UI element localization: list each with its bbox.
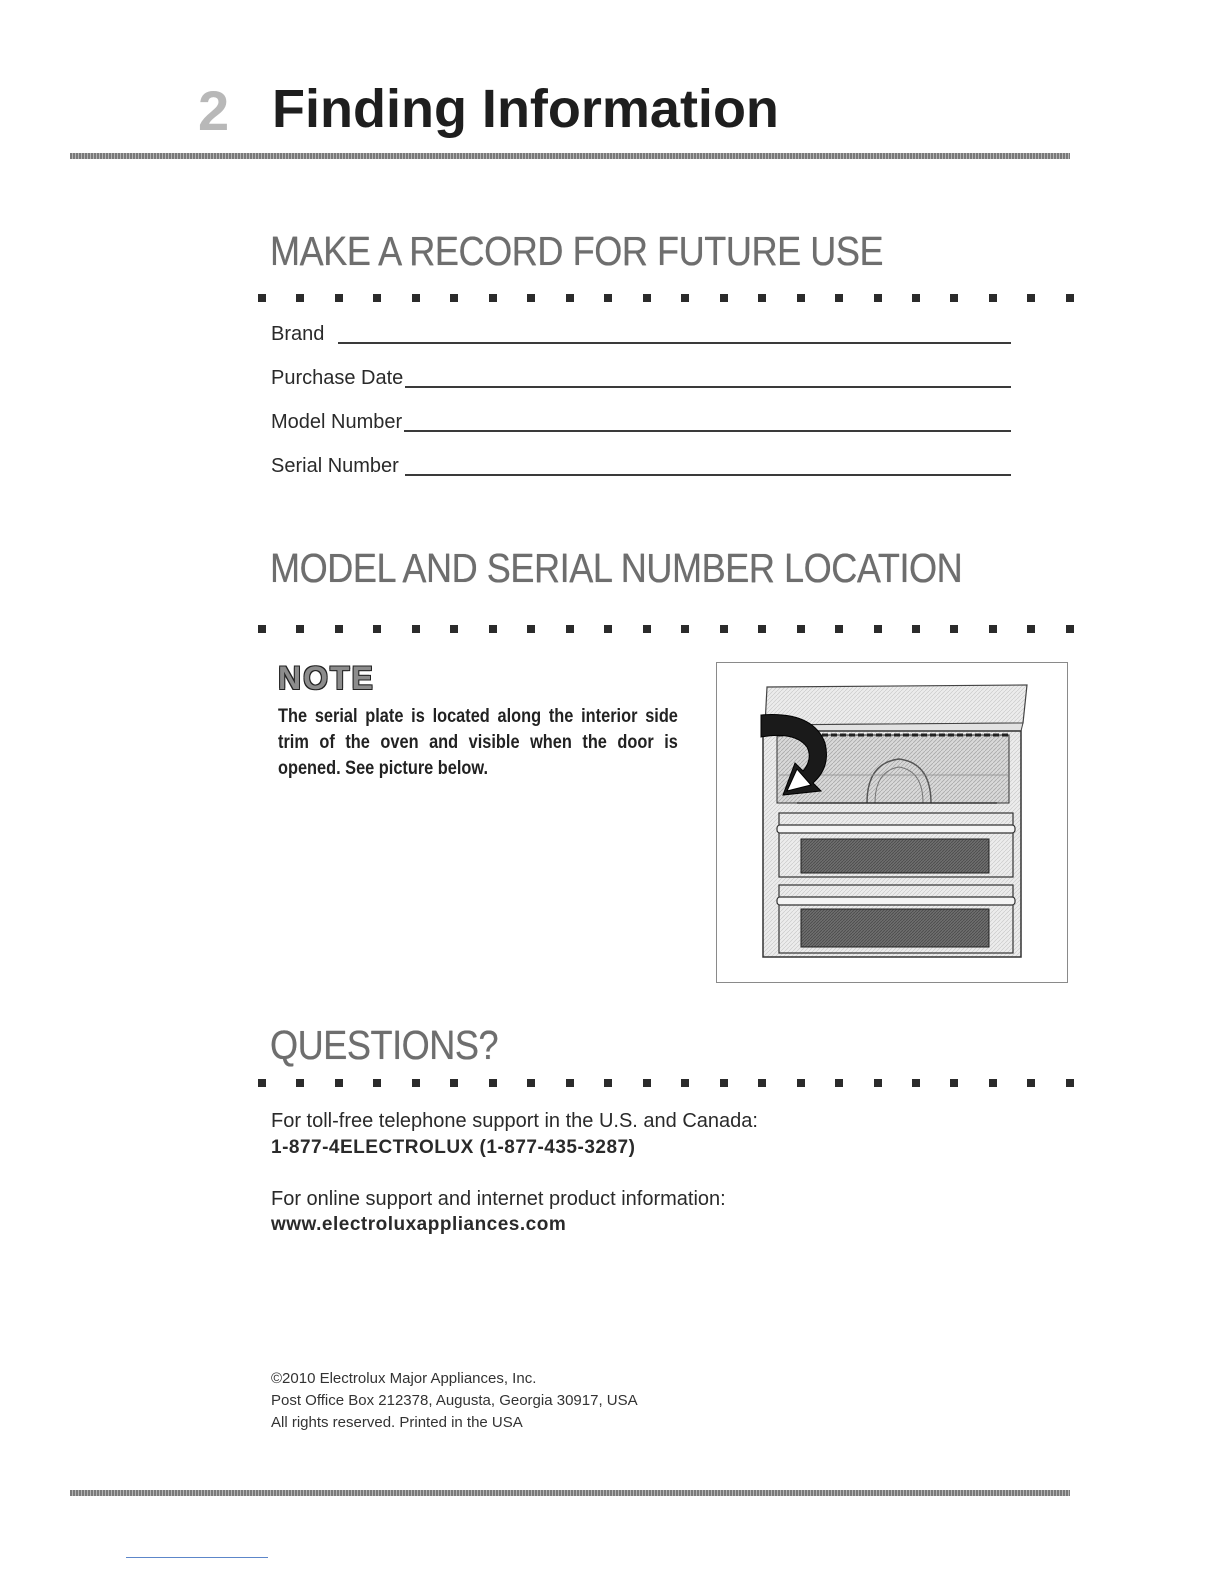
rule-dot: [450, 294, 458, 302]
rule-dot: [604, 625, 612, 633]
rule-dot: [489, 1079, 497, 1087]
rule-dot: [450, 1079, 458, 1087]
rule-dot: [950, 294, 958, 302]
website-link[interactable]: www.electroluxappliances.com: [271, 1214, 567, 1235]
rule-dot: [874, 294, 882, 302]
serial-number-label: Serial Number: [271, 455, 399, 477]
rule-dot: [912, 625, 920, 633]
rule-dot: [720, 625, 728, 633]
rule-dot: [643, 625, 651, 633]
rule-dot: [1027, 294, 1035, 302]
rule-dot: [566, 1079, 574, 1087]
rule-dot: [797, 294, 805, 302]
rule-dot: [296, 1079, 304, 1087]
rule-dot: [643, 294, 651, 302]
rule-dot: [681, 294, 689, 302]
purchase-date-field[interactable]: [271, 358, 1011, 388]
rule-dot: [950, 625, 958, 633]
rule-dot: [758, 294, 766, 302]
rule-dot: [1066, 1079, 1074, 1087]
rule-dot: [258, 625, 266, 633]
rule-dot: [912, 294, 920, 302]
rule-dot: [758, 1079, 766, 1087]
rule-dot: [1066, 625, 1074, 633]
rule-dot: [296, 625, 304, 633]
oven-illustration: [717, 663, 1067, 982]
purchase-date-label: Purchase Date: [271, 367, 404, 389]
note-title: NOTE: [278, 660, 375, 696]
rule-dot: [258, 294, 266, 302]
record-section-dotted-rule: [258, 294, 1074, 303]
rule-dot: [797, 1079, 805, 1087]
rule-dot: [758, 625, 766, 633]
rule-dot: [412, 294, 420, 302]
chapter-title: Finding Information: [272, 79, 779, 139]
rule-dot: [527, 625, 535, 633]
location-section-dotted-rule: [258, 625, 1074, 634]
bottom-divider: [70, 1490, 1070, 1496]
purchase-date-write-line[interactable]: [405, 386, 1011, 388]
rule-dot: [874, 1079, 882, 1087]
rule-dot: [489, 625, 497, 633]
rule-dot: [604, 1079, 612, 1087]
location-section-title: MODEL AND SERIAL NUMBER LOCATION: [270, 545, 963, 591]
rule-dot: [527, 294, 535, 302]
footer-underline: [126, 1557, 268, 1558]
rule-dot: [258, 1079, 266, 1087]
rule-dot: [835, 625, 843, 633]
rule-dot: [835, 1079, 843, 1087]
model-number-label: Model Number: [271, 411, 403, 433]
rule-dot: [1027, 625, 1035, 633]
rule-dot: [835, 294, 843, 302]
brand-label: Brand: [271, 323, 325, 345]
chapter-number: 2: [198, 79, 231, 142]
copyright-line: ©2010 Electrolux Major Appliances, Inc.: [271, 1370, 537, 1387]
rule-dot: [373, 625, 381, 633]
rule-dot: [1066, 294, 1074, 302]
rule-dot: [412, 1079, 420, 1087]
note-text: The serial plate is located along the interior side trim of the oven and visible when the door is opened. See picture below.: [278, 706, 678, 779]
questions-section-dotted-rule: [258, 1079, 1074, 1088]
rights-line: All rights reserved. Printed in the USA: [271, 1414, 523, 1431]
oven-serial-plate-figure: [716, 662, 1068, 983]
phone-support-intro: For toll-free telephone support in the U.S. and Canada:: [271, 1110, 758, 1132]
rule-dot: [373, 1079, 381, 1087]
rule-dot: [989, 625, 997, 633]
brand-write-line[interactable]: [338, 342, 1011, 344]
rule-dot: [720, 1079, 728, 1087]
rule-dot: [450, 625, 458, 633]
rule-dot: [874, 625, 882, 633]
serial-number-write-line[interactable]: [405, 474, 1011, 476]
rule-dot: [527, 1079, 535, 1087]
rule-dot: [566, 294, 574, 302]
rule-dot: [489, 294, 497, 302]
rule-dot: [373, 294, 381, 302]
rule-dot: [335, 625, 343, 633]
rule-dot: [797, 625, 805, 633]
rule-dot: [643, 1079, 651, 1087]
rule-dot: [912, 1079, 920, 1087]
rule-dot: [681, 1079, 689, 1087]
rule-dot: [1027, 1079, 1035, 1087]
rule-dot: [335, 294, 343, 302]
rule-dot: [296, 294, 304, 302]
brand-field[interactable]: [271, 314, 1011, 344]
serial-number-field[interactable]: [271, 446, 1011, 476]
rule-dot: [720, 294, 728, 302]
rule-dot: [681, 625, 689, 633]
phone-number[interactable]: 1-877-4ELECTROLUX (1-877-435-3287): [271, 1137, 636, 1158]
rule-dot: [412, 625, 420, 633]
questions-section-title: QUESTIONS?: [270, 1022, 499, 1068]
rule-dot: [950, 1079, 958, 1087]
model-number-field[interactable]: [271, 402, 1011, 432]
rule-dot: [335, 1079, 343, 1087]
address-line: Post Office Box 212378, Augusta, Georgia 30917, USA: [271, 1392, 638, 1409]
online-support-intro: For online support and internet product information:: [271, 1188, 726, 1210]
rule-dot: [604, 294, 612, 302]
rule-dot: [989, 1079, 997, 1087]
rule-dot: [989, 294, 997, 302]
rule-dot: [566, 625, 574, 633]
model-number-write-line[interactable]: [404, 430, 1011, 432]
record-section-title: MAKE A RECORD FOR FUTURE USE: [270, 228, 884, 274]
top-divider: [70, 153, 1070, 159]
